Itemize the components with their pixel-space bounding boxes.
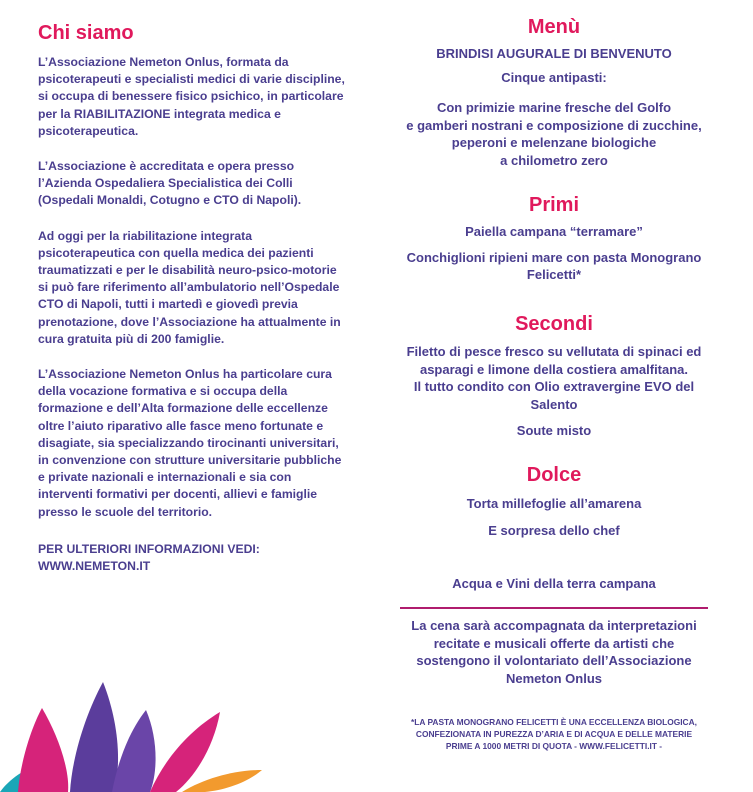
primi-section: [388, 194, 720, 284]
secondi-heading: Secondi: [515, 313, 593, 335]
info-label: PER ULTERIORI INFORMAZIONI VEDI:: [38, 541, 260, 556]
dolce-item: E sorpresa dello chef: [488, 522, 620, 538]
footnote-line: *LA PASTA MONOGRANO FELICETTI È UNA ECCELLENZA BIOLOGICA,: [411, 717, 697, 727]
petal-purple-1: [70, 682, 118, 792]
antipasti-line: a chilometro zero: [500, 152, 608, 168]
closing-line: Nemeton Onlus: [505, 670, 603, 686]
secondi-line: Il tutto condito con Olio extravergine EVO del: [413, 379, 695, 394]
antipasti-list: [388, 99, 720, 169]
closing-line: recitate e musicali offerte da artisti che: [433, 635, 675, 651]
footnote-line: CONFEZIONATA IN PUREZZA D’ARIA E DI ACQUA E DELLE MATERIE: [415, 729, 693, 739]
info-block: [38, 541, 348, 575]
secondi-dish: [388, 343, 720, 413]
drinks-line: Acqua e Vini della terra campana: [452, 576, 656, 591]
petal-purple-2: [112, 710, 156, 792]
primi-item: Conchiglioni ripieni mare con pasta Monograno: [406, 249, 702, 265]
antipasti-line: e gamberi nostrani e composizione di zucchine,: [406, 117, 702, 133]
dolce-heading: Dolce: [526, 464, 582, 486]
antipasti-line: peperoni e melenzane biologiche: [451, 135, 657, 150]
dolce-section: [388, 464, 720, 593]
petal-magenta-left: [18, 708, 68, 792]
website-link[interactable]: WWW.NEMETON.IT: [38, 559, 151, 574]
secondi-section: [388, 313, 720, 440]
secondi-line: Salento: [530, 396, 578, 412]
closing-line: sostengono il volontariato dell’Associazione: [416, 653, 692, 668]
footnote-line: PRIME A 1000 METRI DI QUOTA - WWW.FELICETTI.IT -: [445, 741, 663, 751]
paragraph-rehabilitation: Ad oggi per la riabilitazione integrata psicoterapeutica con quella medica dei pazienti traumatizzati e per le disabilità neuro-psico-motorie si può fare riferimento all’ambulatorio nell’Ospedale CTO di Napoli, tutti i martedì e giovedì previa prenotazione, dove l’Associazione ha attualmente in cura gratuita più di 200 famiglie.: [38, 228, 341, 346]
secondi-side: Soute misto: [516, 423, 592, 438]
primi-item: Felicetti*: [526, 267, 582, 282]
secondi-line: Filetto di pesce fresco su vellutata di spinaci ed: [406, 344, 702, 359]
closing-line: La cena sarà accompagnata da interpretazioni: [411, 618, 697, 633]
paragraph-about: L’Associazione Nemeton Onlus, formata da psicoterapeuti e specialisti medici di varie discipline, si occupa di benessere fisico psichico, in particolare per la RIABILITAZIONE integrata medica e psicoterapeutica.: [38, 55, 345, 138]
antipasti-label: Cinque antipasti:: [501, 69, 607, 85]
chi-siamo-section: [38, 22, 348, 575]
welcome-toast: BRINDISI AUGURALE DI BENVENUTO: [436, 46, 672, 61]
secondi-line: asparagi e limone della costiera amalfitana.: [419, 361, 689, 377]
primi-heading: Primi: [528, 194, 580, 216]
paragraph-accreditation: L’Associazione è accreditata e opera presso l’Azienda Ospedaliera Specialistica dei Colli (Ospedali Monaldi, Cotugno e CTO di Napoli).: [38, 159, 302, 208]
dolce-item: Torta millefoglie all’amarena: [466, 496, 642, 511]
footnote: [388, 716, 720, 752]
menu-section: [388, 16, 720, 169]
divider: [400, 607, 708, 609]
antipasti-line: Con primizie marine fresche del Golfo: [436, 100, 672, 115]
petal-orange: [182, 770, 262, 792]
closing-note: [388, 617, 720, 687]
menu-heading: Menù: [527, 16, 581, 38]
chi-siamo-heading: Chi siamo: [38, 22, 134, 44]
petals-logo-graphic: [0, 660, 270, 792]
primi-item: Paiella campana “terramare”: [465, 224, 643, 239]
paragraph-training: L’Associazione Nemeton Onlus ha particolare cura della vocazione formativa e si occupa della formazione e dell’Alta formazione delle eccellenze oltre l’aiuto riparativo alle fasce meno fortunate e disagiate, sia specializzando tirocinanti universitari, in convenzione con strutture universitarie pubbliche e private nazionali e internazionali e sia con interventi formativi per docenti, allievi e famiglie presso le scuole del territorio.: [38, 367, 342, 519]
